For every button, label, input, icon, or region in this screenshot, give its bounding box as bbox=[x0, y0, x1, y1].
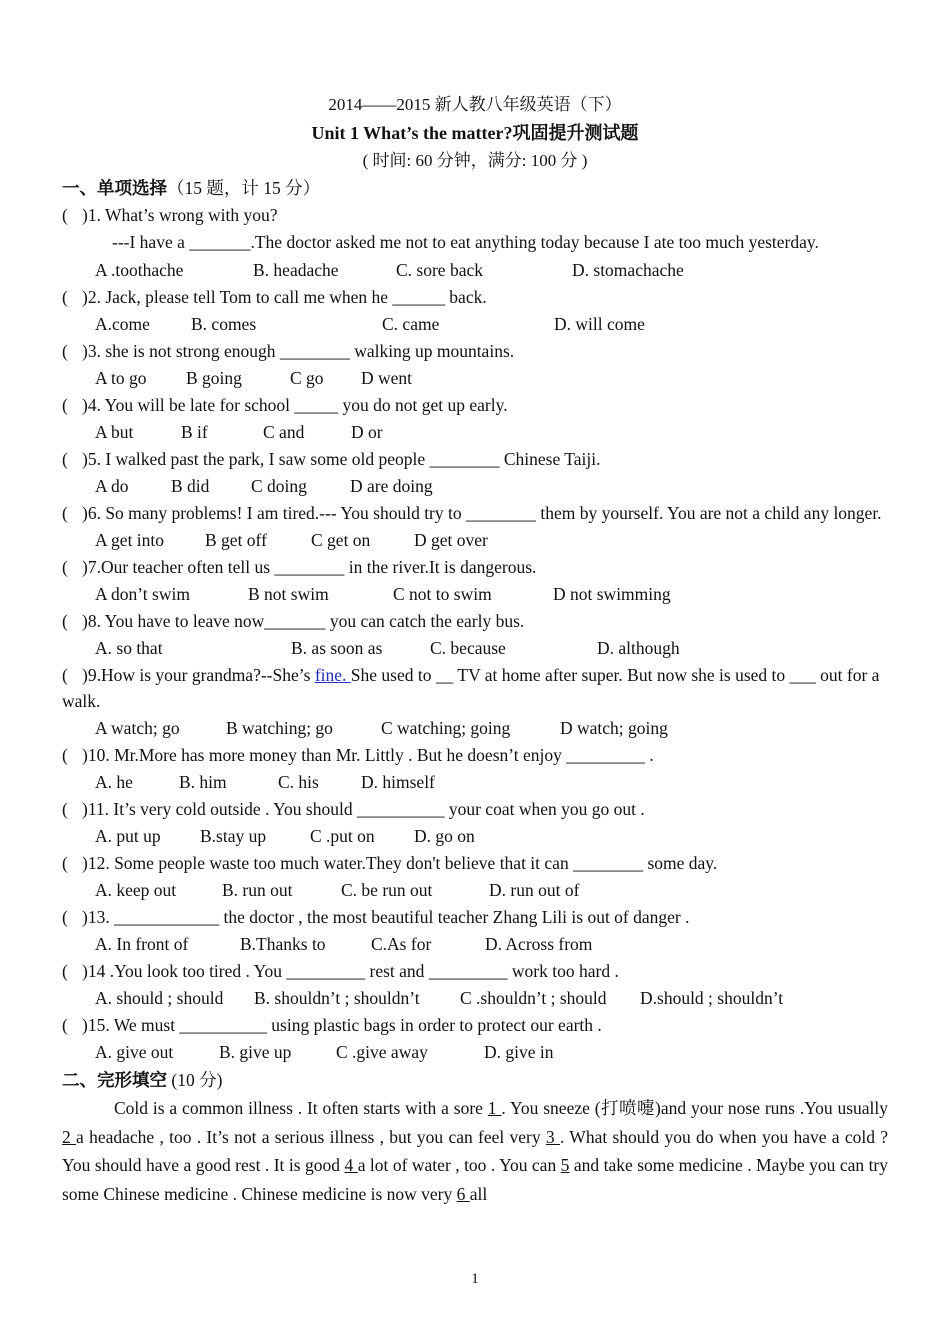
option-d: D.should ; shouldn’t bbox=[640, 988, 784, 1008]
question-14 bbox=[62, 958, 888, 1012]
question-stem: ( )2. Jack, please tell Tom to call me when he ______ back. bbox=[62, 284, 888, 310]
section-heading-cloze: 二、完形填空 (10 分) bbox=[62, 1070, 223, 1090]
option-c: C get on bbox=[311, 530, 371, 550]
option-c: C. sore back bbox=[396, 260, 483, 280]
option-d: D are doing bbox=[350, 476, 433, 496]
question-11 bbox=[62, 796, 888, 850]
question-8 bbox=[62, 608, 888, 662]
options-row bbox=[62, 310, 888, 338]
option-a: A to go bbox=[95, 368, 147, 388]
options-row bbox=[62, 876, 888, 904]
option-b: B going bbox=[186, 368, 242, 388]
question-stem: ( )10. Mr.More has more money than Mr. Littly . But he doesn’t enjoy _________ . bbox=[62, 742, 888, 768]
option-a: A but bbox=[95, 422, 134, 442]
question-9 bbox=[62, 662, 888, 742]
option-c: C. be run out bbox=[341, 880, 433, 900]
question-stem: ( )3. she is not strong enough ________ walking up mountains. bbox=[62, 338, 888, 364]
option-d: D. give in bbox=[484, 1042, 554, 1062]
option-b: B get off bbox=[205, 530, 267, 550]
option-a: A. so that bbox=[95, 638, 163, 658]
option-b: B. give up bbox=[219, 1042, 292, 1062]
option-a: A. In front of bbox=[95, 934, 189, 954]
question-stem: ( )8. You have to leave now_______ you can catch the early bus. bbox=[62, 608, 888, 634]
question-4 bbox=[62, 392, 888, 446]
question-stem: ( )15. We must __________ using plastic bags in order to protect our earth . bbox=[62, 1012, 888, 1038]
option-b: B. as soon as bbox=[291, 638, 383, 658]
options-row bbox=[62, 984, 888, 1012]
question-5 bbox=[62, 446, 888, 500]
answer-bracket: ( bbox=[62, 665, 68, 685]
question-stem: ( )6. So many problems! I am tired.--- You should try to ________ them by yourself. You are not a child any longer. bbox=[62, 500, 888, 526]
option-c: C .put on bbox=[310, 826, 375, 846]
question-7 bbox=[62, 554, 888, 608]
options-row bbox=[62, 634, 888, 662]
option-a: A do bbox=[95, 476, 129, 496]
option-c: C. came bbox=[382, 314, 440, 334]
question-stem: ( )12. Some people waste too much water.They don't believe that it can ________ some day. bbox=[62, 850, 888, 876]
question-stem: ( )4. You will be late for school _____ you do not get up early. bbox=[62, 392, 888, 418]
option-c: C not to swim bbox=[393, 584, 492, 604]
option-c: C. because bbox=[430, 638, 506, 658]
options-row bbox=[62, 930, 888, 958]
option-b: B watching; go bbox=[226, 718, 333, 738]
question-13 bbox=[62, 904, 888, 958]
question-6 bbox=[62, 500, 888, 554]
option-b: B. run out bbox=[222, 880, 293, 900]
option-a: A. keep out bbox=[95, 880, 177, 900]
hyperlink[interactable]: fine. bbox=[314, 665, 351, 685]
option-d: D. will come bbox=[554, 314, 645, 334]
option-c: C watching; going bbox=[381, 718, 511, 738]
section-heading-single-choice: 一、单项选择（15 题，计 15 分） bbox=[62, 178, 321, 198]
option-b: B not swim bbox=[248, 584, 329, 604]
option-b: B. headache bbox=[253, 260, 339, 280]
question-stem: ( )7.Our teacher often tell us ________ in the river.It is dangerous. bbox=[62, 554, 888, 580]
question-dialogue: ---I have a _______.The doctor asked me not to eat anything today because I ate too much yesterday. bbox=[112, 232, 819, 252]
doc-title-year: 2014——2015 新人教八年级英语（下） bbox=[328, 95, 622, 114]
option-a: A. give out bbox=[95, 1042, 174, 1062]
options-row bbox=[62, 768, 888, 796]
option-c: C. his bbox=[278, 772, 319, 792]
option-c: C doing bbox=[251, 476, 307, 496]
page-number: 1 bbox=[471, 1271, 479, 1287]
answer-bracket: ( bbox=[62, 395, 68, 415]
blank-2: 2 bbox=[62, 1126, 77, 1147]
option-d: D get over bbox=[414, 530, 488, 550]
option-d: D. go on bbox=[414, 826, 475, 846]
doc-title-unit: Unit 1 What’s the matter?巩固提升测试题 bbox=[311, 123, 639, 143]
answer-bracket: ( bbox=[62, 961, 68, 981]
blank-3: 3 bbox=[545, 1126, 560, 1147]
option-d: D went bbox=[361, 368, 413, 388]
option-d: D. himself bbox=[361, 772, 435, 792]
option-d: D watch; going bbox=[560, 718, 668, 738]
answer-bracket: ( bbox=[62, 287, 68, 307]
blank-6: 6 bbox=[456, 1183, 470, 1204]
question-list bbox=[62, 202, 888, 1066]
options-row bbox=[62, 472, 888, 500]
answer-bracket: ( bbox=[62, 1015, 68, 1035]
options-row bbox=[62, 822, 888, 850]
option-a: A.come bbox=[95, 314, 150, 334]
document-page bbox=[62, 92, 888, 1208]
option-a: A. put up bbox=[95, 826, 161, 846]
answer-bracket: ( bbox=[62, 745, 68, 765]
answer-bracket: ( bbox=[62, 449, 68, 469]
option-d: D not swimming bbox=[553, 584, 671, 604]
blank-5: 5 bbox=[560, 1155, 570, 1175]
answer-bracket: ( bbox=[62, 611, 68, 631]
question-15 bbox=[62, 1012, 888, 1066]
question-stem: ( )11. It’s very cold outside . You should __________ your coat when you go out . bbox=[62, 796, 888, 822]
option-b: B. shouldn’t ; shouldn’t bbox=[254, 988, 420, 1008]
options-row bbox=[62, 418, 888, 446]
blank-4: 4 bbox=[344, 1155, 358, 1175]
question-stem: ( )5. I walked past the park, I saw some old people ________ Chinese Taiji. bbox=[62, 446, 888, 472]
option-a: A don’t swim bbox=[95, 584, 190, 604]
option-d: D. run out of bbox=[489, 880, 580, 900]
option-c: C .shouldn’t ; should bbox=[460, 988, 607, 1008]
option-c: C go bbox=[290, 368, 324, 388]
question-stem: ( )13. ____________ the doctor , the most beautiful teacher Zhang Lili is out of danger . bbox=[62, 904, 888, 930]
option-c: C and bbox=[263, 422, 305, 442]
option-b: B if bbox=[181, 422, 208, 442]
answer-bracket: ( bbox=[62, 557, 68, 577]
question-stem: ( )14 .You look too tired . You _________ rest and _________ work too hard . bbox=[62, 958, 888, 984]
question-1 bbox=[62, 202, 888, 284]
option-b: B.Thanks to bbox=[240, 934, 326, 954]
option-a: A. he bbox=[95, 772, 133, 792]
options-row bbox=[62, 256, 888, 284]
question-stem: ( )1. What’s wrong with you? bbox=[62, 202, 888, 228]
answer-bracket: ( bbox=[62, 853, 68, 873]
option-b: B. comes bbox=[191, 314, 257, 334]
options-row bbox=[62, 526, 888, 554]
cloze-passage: Cold is a common illness . It often starts with a sore 1 . You sneeze (打喷嚏)and your nose runs .You usually 2 a headache , too . It’s not a serious illness , but you can feel very 3 . What should you do when you have a cold ? You should have a good rest . It is good 4 a lot of water , too . You can 5 and take some medicine . Maybe you can try some Chinese medicine . Chinese medicine is now very 6 all bbox=[62, 1098, 889, 1204]
question-12 bbox=[62, 850, 888, 904]
option-b: B.stay up bbox=[200, 826, 267, 846]
question-3 bbox=[62, 338, 888, 392]
answer-bracket: ( bbox=[62, 205, 68, 225]
option-a: A. should ; should bbox=[95, 988, 224, 1008]
answer-bracket: ( bbox=[62, 907, 68, 927]
option-d: D. Across from bbox=[485, 934, 593, 954]
question-2 bbox=[62, 284, 888, 338]
answer-bracket: ( bbox=[62, 341, 68, 361]
option-d: D. stomachache bbox=[572, 260, 684, 280]
options-row bbox=[62, 714, 888, 742]
option-c: C.As for bbox=[371, 934, 432, 954]
answer-bracket: ( bbox=[62, 503, 68, 523]
question-10 bbox=[62, 742, 888, 796]
options-row bbox=[62, 1038, 888, 1066]
option-a: A .toothache bbox=[95, 260, 184, 280]
question-stem: ( )9.How is your grandma?--She’s fine. She used to __ TV at home after super. But now she is used to ___ out for a walk. bbox=[62, 662, 888, 714]
option-b: B did bbox=[171, 476, 210, 496]
option-c: C .give away bbox=[336, 1042, 428, 1062]
option-a: A get into bbox=[95, 530, 165, 550]
option-d: D or bbox=[351, 422, 383, 442]
options-row bbox=[62, 580, 888, 608]
option-a: A watch; go bbox=[95, 718, 180, 738]
option-d: D. although bbox=[597, 638, 680, 658]
blank-1: 1 bbox=[487, 1098, 502, 1118]
options-row bbox=[62, 364, 888, 392]
answer-bracket: ( bbox=[62, 799, 68, 819]
doc-title-time: ( 时间: 60 分钟，满分: 100 分 ) bbox=[362, 151, 588, 170]
option-b: B. him bbox=[179, 772, 227, 792]
